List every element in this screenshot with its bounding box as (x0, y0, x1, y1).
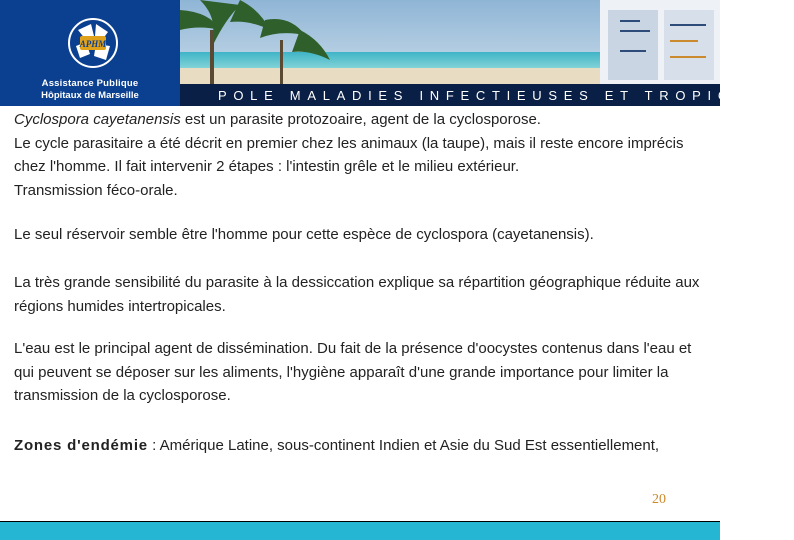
paragraph-introduction (14, 108, 714, 202)
logo-text-line1: Assistance Publique (41, 78, 139, 89)
footer-bar (0, 522, 720, 540)
banner-title: POLE MALADIES INFECTIEUSES ET TROPICALES (218, 88, 794, 103)
logo-text-line2: Hôpitaux de Marseille (41, 90, 139, 101)
svg-text:APHM: APHM (79, 39, 107, 49)
intro-sentence: est un parasite protozoaire, agent de la cyclosporose. (180, 111, 541, 128)
paragraph-sensitivity: La très grande sensibilité du parasite à la dessiccation explique sa répartition géographique réduite aux régions humides intertropicales. (14, 274, 700, 315)
intro-line (14, 108, 714, 132)
aphm-logo-icon (66, 14, 120, 72)
endemic-zones-label: Zones d'endémie (14, 437, 148, 454)
paragraph-endemic-zones (14, 434, 714, 458)
page-number: 20 (652, 492, 666, 507)
logo-panel (0, 0, 180, 106)
species-name: Cyclospora cayetanensis (14, 111, 181, 128)
header-banner (0, 0, 794, 106)
endemic-zones-text: : Amérique Latine, sous-continent Indien et Asie du Sud Est essentiellement, (147, 437, 660, 454)
paragraph-water: L'eau est le principal agent de dissémination. Du fait de la présence d'oocystes contenus dans l'eau et qui peuvent se déposer sur les aliments, l'hygiène apparaît d'une grande importance pour limiter la transmission de la cyclosporose. (14, 340, 692, 405)
transmission-text: Transmission féco-orale. (14, 181, 178, 199)
paragraph-reservoir: Le seul réservoir semble être l'homme pour cette espèce de cyclospora (cayetanensis). (14, 226, 594, 243)
life-cycle-text: Le cycle parasitaire a été décrit en premier chez les animaux (la taupe), mais il reste encore imprécis chez l'homme. Il fait intervenir 2 étapes : l'intestin grêle et le milieu extérieur. (14, 134, 684, 176)
